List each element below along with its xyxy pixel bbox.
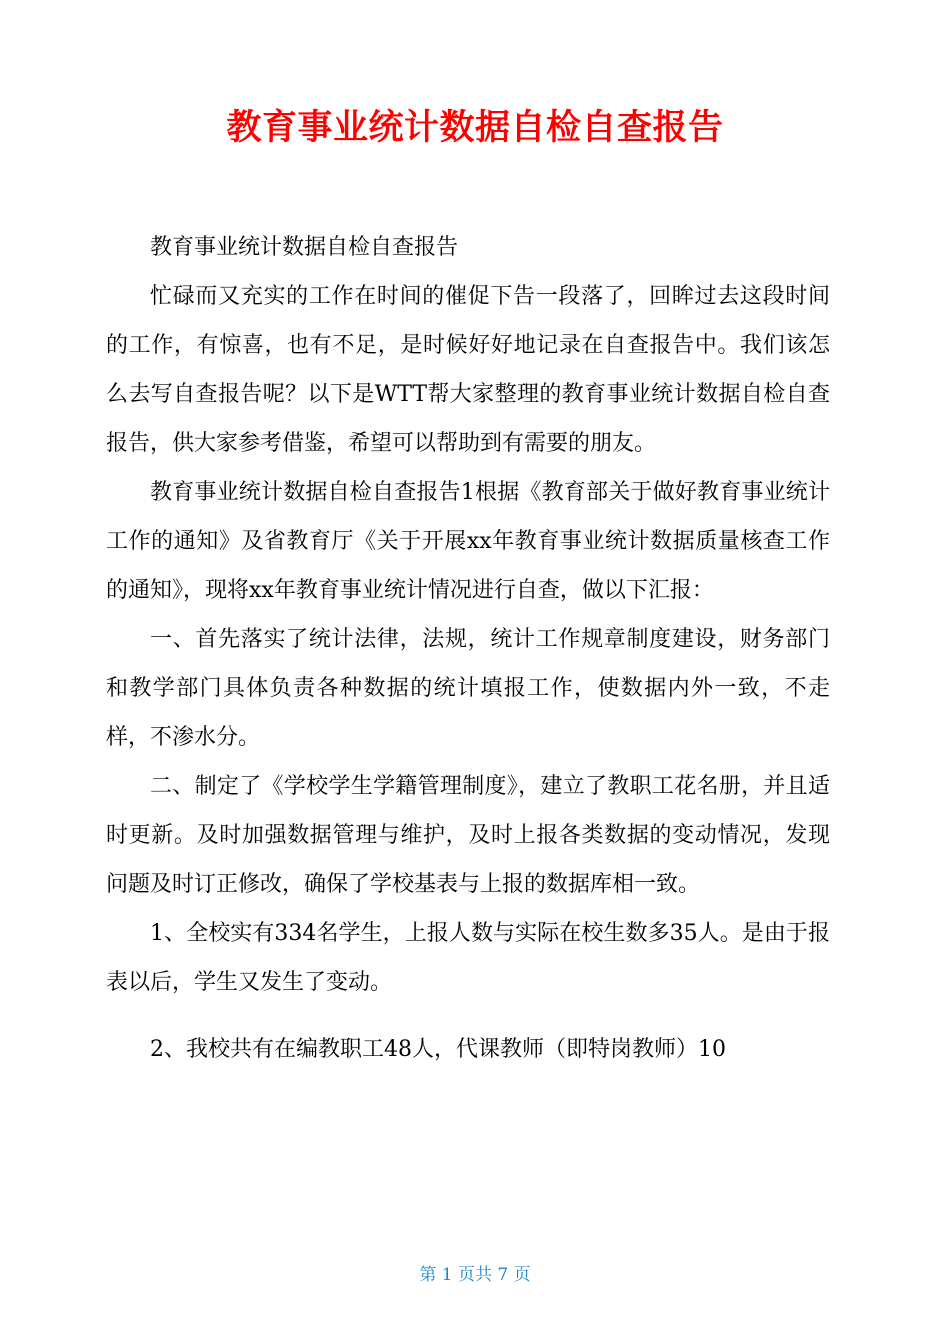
page-number-footer: 第 1 页共 7 页 <box>419 1265 531 1285</box>
document-body <box>106 223 830 1074</box>
paragraph-basis: 教育事业统计数据自检自查报告1根据《教育部关于做好教育事业统计工作的通知》及省教育厅《关于开展xx年教育事业统计数据质量核查工作的通知》，现将xx年教育事业统计情况进行自查，做以下汇报： <box>106 480 830 603</box>
paragraph-point-2: 二、制定了《学校学生学籍管理制度》，建立了教职工花名册，并且适时更新。及时加强数据管理与维护，及时上报各类数据的变动情况，发现问题及时订正修改，确保了学校基表与上报的数据库相一致。 <box>106 774 830 897</box>
paragraph-point-1: 一、首先落实了统计法律，法规，统计工作规章制度建设，财务部门和教学部门具体负责各种数据的统计填报工作，使数据内外一致，不走样，不渗水分。 <box>106 627 830 750</box>
paragraph-subtitle: 教育事业统计数据自检自查报告 <box>150 235 459 260</box>
paragraph-item-1: 1、全校实有334名学生，上报人数与实际在校生数多35人。是由于报表以后，学生又发生了变动。 <box>106 921 830 995</box>
paragraph-intro: 忙碌而又充实的工作在时间的催促下告一段落了，回眸过去这段时间的工作，有惊喜，也有不足，是时候好好地记录在自查报告中。我们该怎么去写自查报告呢？以下是WTT帮大家整理的教育事业统计数据自检自查报告，供大家参考借鉴，希望可以帮助到有需要的朋友。 <box>106 284 830 456</box>
document-title: 教育事业统计数据自检自查报告 <box>226 108 724 148</box>
paragraph-item-2: 2、我校共有在编教职工48人，代课教师（即特岗教师）10 <box>150 1037 726 1062</box>
